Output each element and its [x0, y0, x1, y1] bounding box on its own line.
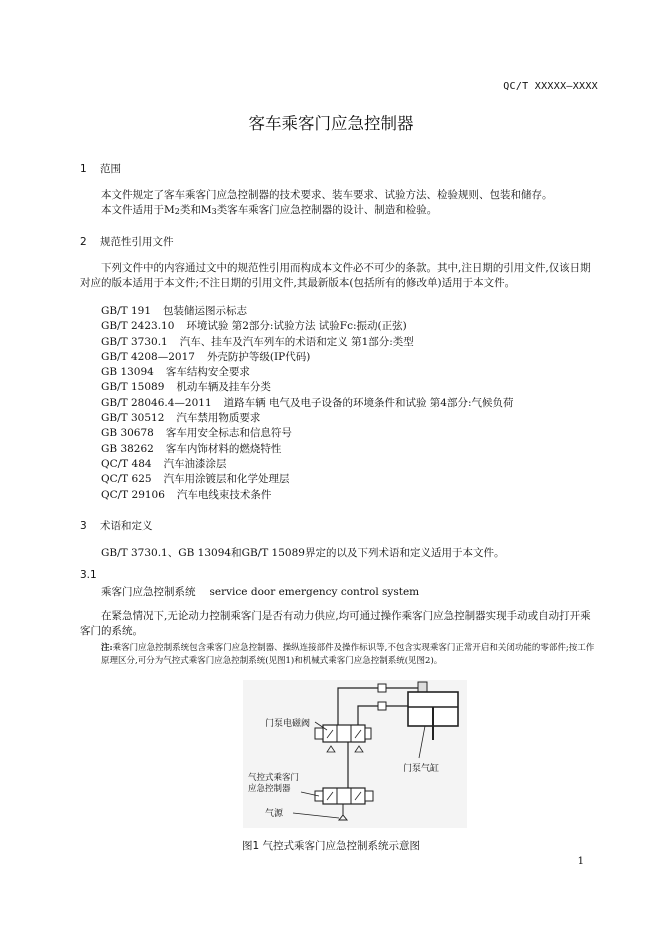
reference-title: 客车结构安全要求: [165, 366, 250, 379]
reference-title: 客车用安全标志和信息符号: [165, 427, 292, 440]
label-air-source: 气源: [265, 809, 284, 819]
reference-code: GB 13094: [101, 366, 154, 379]
note-text: 乘客门应急控制系统包含乘客门应急控制器、操纵连接部件及操作标识等,不包含实现乘客门正常开启和关闭功能的零部件;按工作原理区分,可分为气控式乘客门应急控制系统(见图1)和机械式乘客门应急控制系统(见图2)。: [101, 643, 595, 667]
term-note: [101, 642, 601, 668]
note-label: 注:: [101, 643, 113, 653]
section-3-heading: [80, 518, 153, 533]
term-definition: 在紧急情况下,无论动力控制乘客门是否有动力供应,均可通过操作乘客门应急控制器实现手动或自动打开乘客门的系统。: [80, 610, 591, 638]
reference-code: QC/T 29106: [101, 488, 165, 501]
reference-item: [101, 350, 514, 365]
section-1-paragraph-1: 本文件规定了客车乘客门应急控制器的技术要求、装车要求、试验方法、检验规则、包装和储存。: [101, 189, 553, 201]
reference-title: 汽车电线束技术条件: [176, 488, 272, 501]
reference-code: GB 30678: [101, 427, 154, 440]
section-1-heading: [80, 161, 121, 176]
reference-item: [101, 396, 514, 411]
label-controller-line2: 应急控制器: [248, 784, 291, 794]
section-3-intro: GB/T 3730.1、GB 13094和GB/T 15089界定的以及下列术语和定义适用于本文件。: [101, 547, 505, 559]
reference-code: GB/T 15089: [101, 381, 165, 394]
term-heading: [101, 585, 419, 600]
page-title: 客车乘客门应急控制器: [248, 114, 414, 133]
term-english: service door emergency control system: [209, 586, 420, 598]
reference-item: [101, 335, 514, 350]
reference-title: 汽车、挂车及汽车列车的术语和定义 第1部分:类型: [179, 335, 414, 348]
reference-code: GB/T 3730.1: [101, 335, 168, 348]
reference-code: GB 38262: [101, 442, 154, 455]
label-valve: 门泵电磁阀: [265, 719, 311, 729]
section-title: 范围: [100, 163, 121, 175]
reference-code: GB/T 4208—2017: [101, 350, 195, 363]
reference-code: QC/T 625: [101, 473, 152, 486]
standard-number: QC/T XXXXX—XXXX: [503, 81, 598, 92]
reference-item: [101, 365, 514, 380]
reference-title: 道路车辆 电气及电子设备的环境条件和试验 第4部分:气候负荷: [223, 396, 514, 409]
figure-1-diagram: [243, 680, 467, 828]
reference-item: [101, 472, 514, 487]
label-cylinder: 门泵气缸: [403, 764, 440, 774]
term-number: 3.1: [80, 569, 97, 581]
reference-list: [101, 304, 514, 503]
reference-code: GB/T 191: [101, 305, 152, 317]
reference-code: GB/T 2423.10: [101, 320, 175, 333]
section-number: 3: [80, 520, 87, 532]
page-number: 1: [577, 856, 584, 867]
reference-title: 客车内饰材料的燃烧特性: [165, 442, 282, 455]
reference-title: 外壳防护等级(IP代码): [206, 350, 311, 363]
figure-1-caption: 图1 气控式乘客门应急控制系统示意图: [241, 840, 421, 852]
reference-item: [101, 442, 514, 457]
reference-title: 机动车辆及挂车分类: [176, 381, 271, 394]
term-chinese: 乘客门应急控制系统: [101, 586, 196, 598]
section-1-paragraph-2: 本文件适用于M2类和M3类客车乘客门应急控制器的设计、制造和检验。: [101, 204, 438, 216]
reference-title: 包装储运图示标志: [163, 305, 248, 317]
reference-title: 汽车用涂镀层和化学处理层: [163, 473, 290, 486]
reference-item: [101, 411, 514, 426]
reference-code: GB/T 28046.4—2011: [101, 396, 212, 409]
emergency-controller: [315, 788, 373, 804]
reference-item: [101, 319, 514, 334]
reference-code: GB/T 30512: [101, 412, 165, 425]
section-number: 2: [80, 236, 87, 248]
line-valve-bottom: [378, 702, 386, 710]
reference-item: [101, 380, 514, 395]
label-controller-line1: 气控式乘客门: [248, 773, 300, 783]
reference-item: [101, 304, 514, 319]
section-number: 1: [80, 163, 87, 175]
reference-title: 汽车禁用物质要求: [176, 412, 261, 425]
section-title: 术语和定义: [100, 520, 153, 532]
section-title: 规范性引用文件: [100, 236, 174, 248]
reference-item: [101, 426, 514, 441]
reference-item: [101, 488, 514, 503]
reference-title: 汽车油漆涂层: [163, 457, 227, 470]
section-2-intro: 下列文件中的内容通过文中的规范性引用而构成本文件必不可少的条款。其中,注日期的引用文件,仅该日期对应的版本适用于本文件;不注日期的引用文件,其最新版本(包括所有的修改单)适用于本文件。: [80, 262, 591, 290]
reference-code: QC/T 484: [101, 457, 152, 470]
section-2-heading: [80, 234, 174, 249]
reference-title: 环境试验 第2部分:试验方法 试验Fc:振动(正弦): [186, 320, 407, 333]
line-valve-top: [378, 684, 386, 692]
reference-item: [101, 457, 514, 472]
